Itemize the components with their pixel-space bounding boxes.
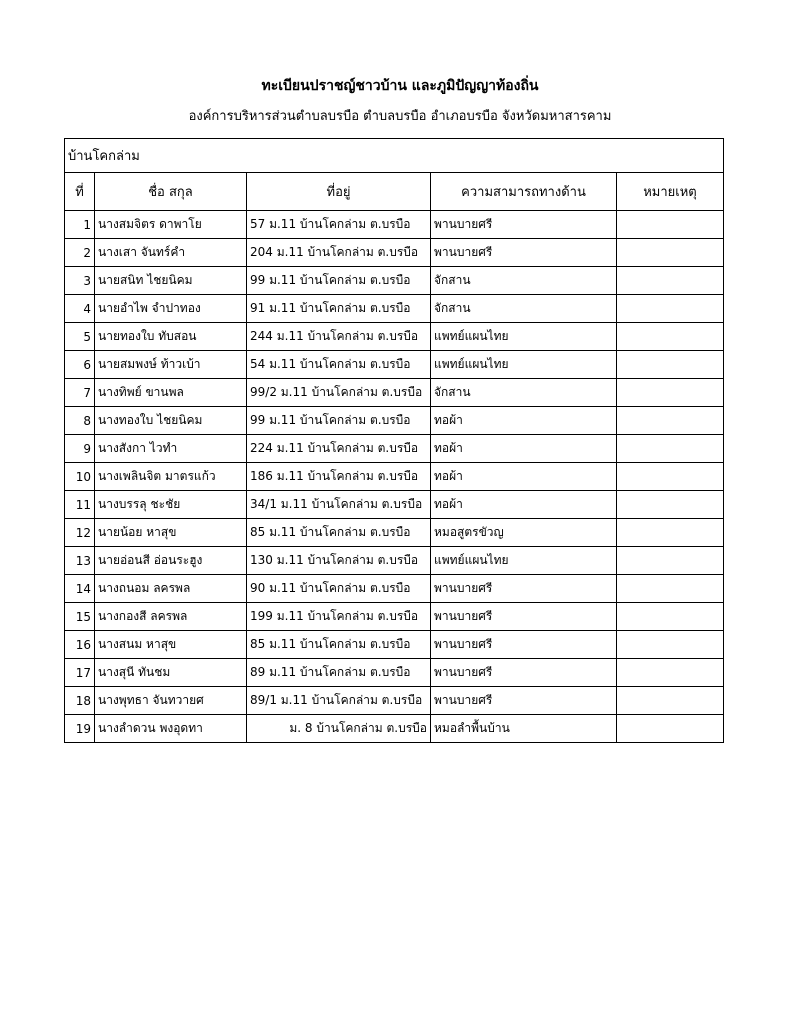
cell-address: 34/1 ม.11 บ้านโคกล่าม ต.บรบือ [247,491,431,519]
registry-body [65,139,724,743]
cell-skill: พานบายศรี [431,659,617,687]
cell-skill: พานบายศรี [431,603,617,631]
cell-skill: หมอลำพื้นบ้าน [431,715,617,743]
cell-address: 57 ม.11 บ้านโคกล่าม ต.บรบือ [247,211,431,239]
cell-no: 13 [65,547,95,575]
cell-note [617,407,724,435]
table-row [65,407,724,435]
cell-name: นางลำดวน พงอุดทา [95,715,247,743]
table-row [65,715,724,743]
cell-name: นางถนอม ลครพล [95,575,247,603]
cell-name: นางเสา จันทร์คำ [95,239,247,267]
cell-name: นางทองใบ ไชยนิคม [95,407,247,435]
cell-name: นายทองใบ ทับสอน [95,323,247,351]
cell-skill: ทอผ้า [431,491,617,519]
cell-no: 7 [65,379,95,407]
cell-no: 18 [65,687,95,715]
village-row [65,139,724,173]
cell-no: 12 [65,519,95,547]
cell-name: นายอ่อนสี อ่อนระฮูง [95,547,247,575]
cell-address: 244 ม.11 บ้านโคกล่าม ต.บรบือ [247,323,431,351]
cell-no: 19 [65,715,95,743]
table-row [65,267,724,295]
cell-no: 4 [65,295,95,323]
cell-address: 54 ม.11 บ้านโคกล่าม ต.บรบือ [247,351,431,379]
cell-name: นายสมพงษ์ ท้าวเบ้า [95,351,247,379]
table-row [65,519,724,547]
cell-name: นางพุทธา จันทวายศ [95,687,247,715]
cell-note [617,687,724,715]
cell-no: 11 [65,491,95,519]
cell-address: 199 ม.11 บ้านโคกล่าม ต.บรบือ [247,603,431,631]
cell-address: 85 ม.11 บ้านโคกล่าม ต.บรบือ [247,631,431,659]
table-row [65,687,724,715]
cell-address: 130 ม.11 บ้านโคกล่าม ต.บรบือ [247,547,431,575]
cell-address: 89/1 ม.11 บ้านโคกล่าม ต.บรบือ [247,687,431,715]
cell-address: 99/2 ม.11 บ้านโคกล่าม ต.บรบือ [247,379,431,407]
table-row [65,379,724,407]
table-row [65,547,724,575]
cell-skill: พานบายศรี [431,239,617,267]
cell-note [617,323,724,351]
cell-note [617,631,724,659]
cell-skill: แพทย์แผนไทย [431,351,617,379]
cell-skill: จักสาน [431,379,617,407]
cell-no: 14 [65,575,95,603]
table-row [65,575,724,603]
cell-no: 5 [65,323,95,351]
cell-skill: แพทย์แผนไทย [431,323,617,351]
cell-name: นายน้อย หาสุข [95,519,247,547]
cell-note [617,575,724,603]
cell-address: 85 ม.11 บ้านโคกล่าม ต.บรบือ [247,519,431,547]
cell-skill: หมอสูตรขัวญ [431,519,617,547]
cell-note [617,715,724,743]
cell-skill: แพทย์แผนไทย [431,547,617,575]
cell-address: 204 ม.11 บ้านโคกล่าม ต.บรบือ [247,239,431,267]
cell-name: นางสุนี ทันชม [95,659,247,687]
page-title: ทะเบียนปราชญ์ชาวบ้าน และภูมิปัญญาท้องถิ่น [261,78,539,94]
table-row [65,463,724,491]
table-row [65,491,724,519]
cell-note [617,547,724,575]
cell-no: 3 [65,267,95,295]
table-header-row [65,173,724,211]
cell-skill: ทอผ้า [431,407,617,435]
table-row [65,631,724,659]
cell-skill: พานบายศรี [431,575,617,603]
table-row [65,351,724,379]
cell-address: 99 ม.11 บ้านโคกล่าม ต.บรบือ [247,267,431,295]
cell-skill: พานบายศรี [431,631,617,659]
cell-note [617,435,724,463]
cell-name: นางเพลินจิต มาตรแก้ว [95,463,247,491]
cell-address: 224 ม.11 บ้านโคกล่าม ต.บรบือ [247,435,431,463]
cell-no: 6 [65,351,95,379]
cell-skill: ทอผ้า [431,435,617,463]
cell-note [617,295,724,323]
cell-note [617,211,724,239]
cell-note [617,659,724,687]
cell-note [617,491,724,519]
village-name: บ้านโคกล่าม [65,139,724,173]
header-note: หมายเหตุ [617,173,724,211]
table-row [65,239,724,267]
registry-table [64,138,724,743]
cell-skill: พานบายศรี [431,687,617,715]
page-subtitle: องค์การบริหารส่วนตำบลบรบือ ตำบลบรบือ อำเภอบรบือ จังหวัดมหาสารคาม [188,109,612,124]
cell-name: นางสมจิตร ดาพาโย [95,211,247,239]
cell-no: 16 [65,631,95,659]
table-row [65,435,724,463]
cell-no: 15 [65,603,95,631]
cell-address: ม. 8 บ้านโคกล่าม ต.บรบือ [247,715,431,743]
table-row [65,659,724,687]
cell-name: นางกองสี ลครพล [95,603,247,631]
cell-note [617,351,724,379]
cell-name: นางสนม หาสุข [95,631,247,659]
cell-address: 91 ม.11 บ้านโคกล่าม ต.บรบือ [247,295,431,323]
table-row [65,211,724,239]
cell-address: 90 ม.11 บ้านโคกล่าม ต.บรบือ [247,575,431,603]
cell-note [617,267,724,295]
cell-no: 17 [65,659,95,687]
table-row [65,323,724,351]
cell-address: 89 ม.11 บ้านโคกล่าม ต.บรบือ [247,659,431,687]
header-address: ที่อยู่ [247,173,431,211]
header-no: ที่ [65,173,95,211]
cell-skill: จักสาน [431,267,617,295]
header-name: ชื่อ สกุล [95,173,247,211]
cell-address: 186 ม.11 บ้านโคกล่าม ต.บรบือ [247,463,431,491]
table-row [65,603,724,631]
cell-name: นางทิพย์ ขานพล [95,379,247,407]
cell-note [617,379,724,407]
cell-no: 8 [65,407,95,435]
cell-note [617,239,724,267]
cell-no: 1 [65,211,95,239]
header-skill: ความสามารถทางด้าน [431,173,617,211]
cell-note [617,603,724,631]
cell-skill: ทอผ้า [431,463,617,491]
cell-name: นายอำไพ จำปาทอง [95,295,247,323]
cell-name: นางสังกา ไวทำ [95,435,247,463]
cell-no: 2 [65,239,95,267]
cell-name: นางบรรลุ ชะชัย [95,491,247,519]
cell-note [617,463,724,491]
cell-address: 99 ม.11 บ้านโคกล่าม ต.บรบือ [247,407,431,435]
cell-no: 9 [65,435,95,463]
cell-skill: จักสาน [431,295,617,323]
table-row [65,295,724,323]
cell-note [617,519,724,547]
cell-name: นายสนิท ไชยนิคม [95,267,247,295]
cell-no: 10 [65,463,95,491]
cell-skill: พานบายศรี [431,211,617,239]
